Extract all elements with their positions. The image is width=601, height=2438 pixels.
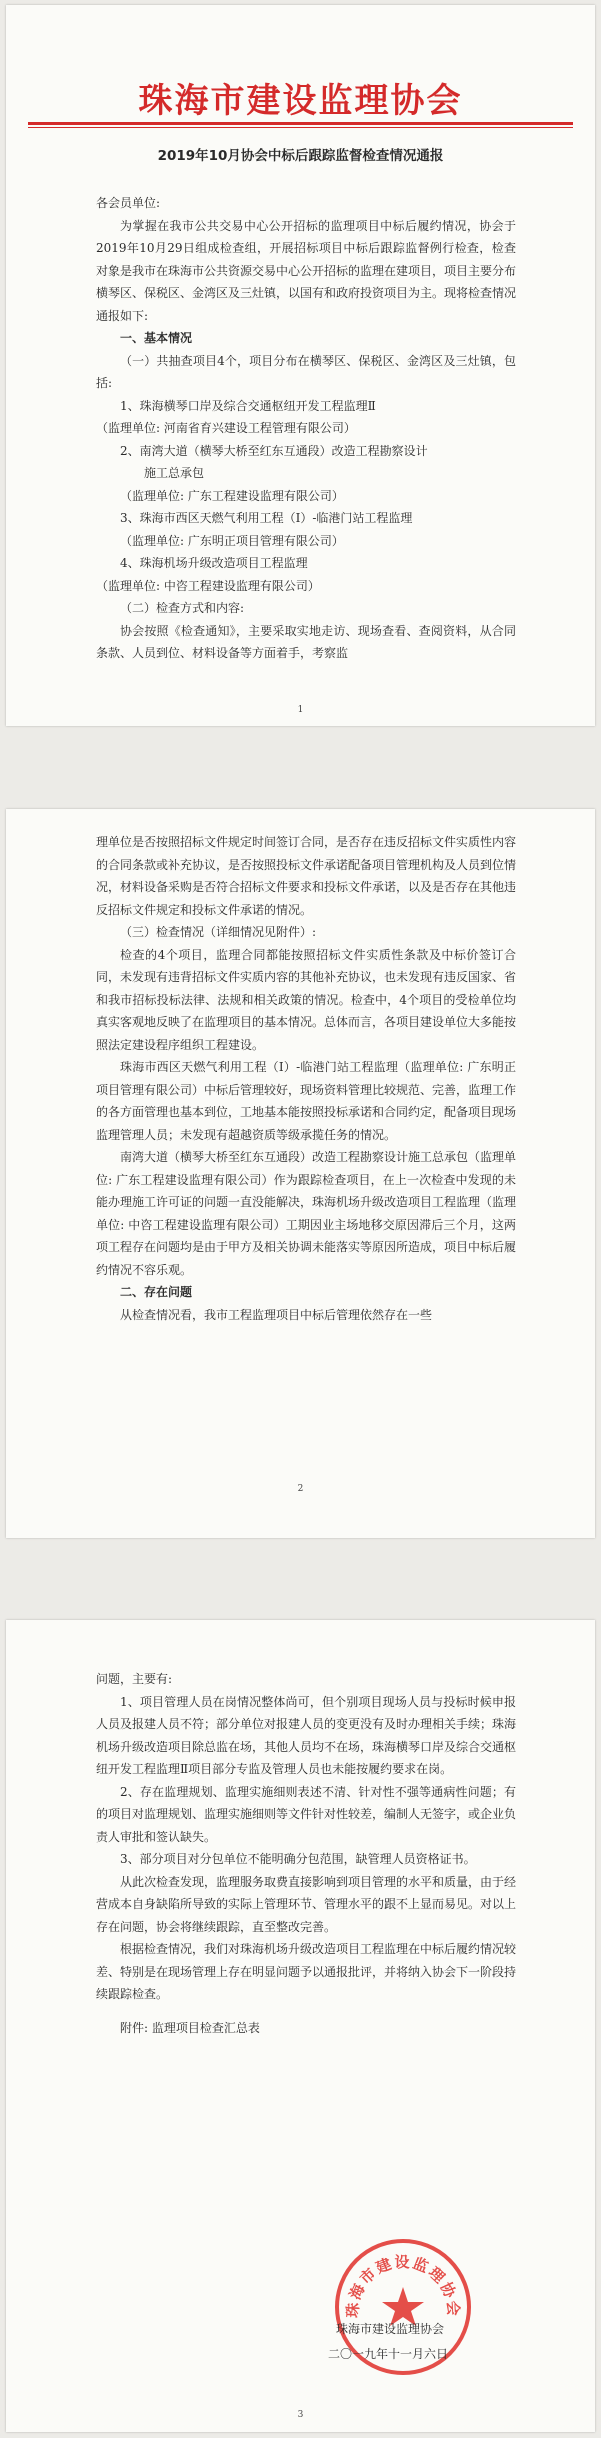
project-item-1: 1、珠海横琴口岸及综合交通枢纽开发工程监理Ⅱ (120, 398, 376, 413)
document-page-3 (6, 1620, 595, 2432)
project-item-2-unit: （监理单位: 广东工程建设监理有限公司） (120, 488, 344, 503)
page-number: 1 (297, 705, 304, 715)
org-letterhead-title: 珠海市建设监理协会 (138, 81, 463, 121)
page-1-body (96, 192, 516, 665)
subsection-projects: （一）共抽查项目4个，项目分布在横琴区、保税区、金湾区及三灶镇，包括: (96, 353, 516, 390)
page-number: 2 (297, 1484, 304, 1494)
letterhead-rule-thin (28, 127, 573, 128)
project-item-4-unit: （监理单位: 中咨工程建设监理有限公司） (96, 578, 320, 593)
issue-1: 1、项目管理人员在岗情况整体尚可，但个别项目现场人员与投标时候申报人员及报建人员不符；部分单位对报建人员的变更没有及时办理相关手续；珠海机场升级改造项目除总监在场，其他人员均不在场，珠海横琴口岸及综合交通枢纽开发工程监理Ⅱ项目部分专监及管理人员也未能按履约要求在岗。 (96, 1694, 517, 1776)
results-paragraph: 检查的4个项目，监理合同都能按照招标文件实质性条款及中标价签订合同，未发现有违背招标文件实质内容的其他补充协议，也未发现有违反国家、省和我市招标投标法律、法规和相关政策的情况。检查中，4个项目的受检单位均真实客观地反映了在监理项目的基本情况。总体而言，各项目建设单位大多能按照法定建设程序组织工程建设。 (96, 947, 517, 1052)
svg-text:珠海市建设监理协会: 珠海市建设监理协会 (343, 2253, 463, 2319)
issue-3: 3、部分项目对分包单位不能明确分包范围，缺管理人员资格证书。 (120, 1852, 476, 1866)
page-number: 3 (297, 2410, 304, 2420)
spacer (96, 2006, 516, 2017)
signature-org: 珠海市建设监理协会 (336, 2322, 445, 2336)
letterhead-rule-thick (28, 122, 573, 125)
signature-date: 二〇一九年十一月六日 (328, 2347, 449, 2361)
project-item-2: 2、南湾大道（横琴大桥至红东互通段）改造工程勘察设计 (120, 443, 428, 458)
section-heading-issues: 二、存在问题 (120, 1285, 193, 1299)
project-item-2-cont: 施工总承包 (144, 466, 205, 480)
issues-lead: 从检查情况看，我市工程监理项目中标后管理依然存在一些 (120, 1307, 433, 1322)
attachment-line: 附件: 监理项目检查汇总表 (120, 2020, 260, 2035)
project-item-4: 4、珠海机场升级改造项目工程监理 (120, 556, 308, 570)
issue-2: 2、存在监理规划、监理实施细则表述不清、针对性不强等通病性问题；有的项目对监理规划、监理实施细则等文件针对性较差，编制人无签字，或企业负责人审批和签认缺失。 (96, 1784, 517, 1844)
subsection-results: （三）检查情况（详细情况见附件）: (120, 925, 317, 939)
project-item-3: 3、珠海市西区天燃气利用工程（Ⅰ）-临港门站工程监理 (120, 511, 413, 525)
project-item-1-unit: （监理单位: 河南省育兴建设工程管理有限公司） (96, 421, 356, 435)
issues-lead-cont: 问题，主要有: (96, 1672, 173, 1686)
subsection-method: （二）检查方式和内容: (120, 601, 245, 615)
document-page-2 (6, 809, 595, 1538)
salutation: 各会员单位: (96, 196, 161, 210)
document-page-1 (6, 5, 595, 726)
page-2-body (96, 831, 516, 1326)
method-paragraph: 协会按照《检查通知》，主要采取实地走访、现场查看、查阅资料，从合同条款、人员到位、材料设备等方面着手，考察监 (96, 623, 516, 660)
page-3-body (96, 1668, 516, 2039)
action-paragraph: 根据检查情况，我们对珠海机场升级改造项目工程监理在中标后履约情况较差、特别是在现场管理上存在明显问题予以通报批评，并将纳入协会下一阶段持续跟踪检查。 (96, 1942, 517, 2001)
quality-paragraph: 从此次检查发现，监理服务取费直接影响到项目管理的水平和质量，由于经营成本自身缺陷所导致的实际上管理环节、管理水平的跟不上显而易见。对以上存在问题，协会将继续跟踪，直至整改完善。 (96, 1874, 517, 1934)
project-item-3-unit: （监理单位: 广东明正项目管理有限公司） (120, 533, 344, 548)
road-project-paragraph: 南湾大道（横琴大桥至红东互通段）改造工程勘察设计施工总承包（监理单位: 广东工程建设监理有限公司）作为跟踪检查项目，在上一次检查中发现的未能办理施工许可证的问题一直没能解决，珠海机场升级改造项目工程监理（监理单位: 中咨工程建设监理有限公司）工期因业主场地移交原因滞后三个月，这两项工程存在问题均是由于甲方及相关协调未能落实等原因所造成，项目中标后履约情况不容乐观。 (96, 1150, 517, 1277)
section-heading-basic: 一、基本情况 (120, 331, 193, 345)
intro-paragraph: 为掌握在我市公共交易中心公开招标的监理项目中标后履约情况，协会于2019年10月29日组成检查组，开展招标项目中标后跟踪监督例行检查，检查对象是我市在珠海市公共资源交易中心公开招标的监理在建项目，项目主要分布横琴区、保税区、金湾区及三灶镇，以国有和政府投资项目为主。现将检查情况通报如下: (96, 218, 517, 323)
document-title: 2019年10月协会中标后跟踪监督检查情况通报 (157, 148, 444, 164)
gas-project-paragraph: 珠海市西区天燃气利用工程（Ⅰ）-临港门站工程监理（监理单位: 广东明正项目管理有限公司）中标后管理较好，现场资料管理比较规范、完善，监理工作的各方面管理也基本到位，工地基本能按照投标承诺和合同约定，配备项目现场监理管理人员；未发现有超越资质等级承揽任务的情况。 (96, 1060, 517, 1142)
method-paragraph-cont: 理单位是否按照招标文件规定时间签订合同，是否存在违反招标文件实质性内容的合同条款或补充协议，是否按照投标文件承诺配备项目管理机构及人员到位情况，材料设备采购是否符合招标文件要求和投标文件承诺，以及是否存在其他违反招标文件规定和投标文件承诺的情况。 (96, 835, 517, 917)
